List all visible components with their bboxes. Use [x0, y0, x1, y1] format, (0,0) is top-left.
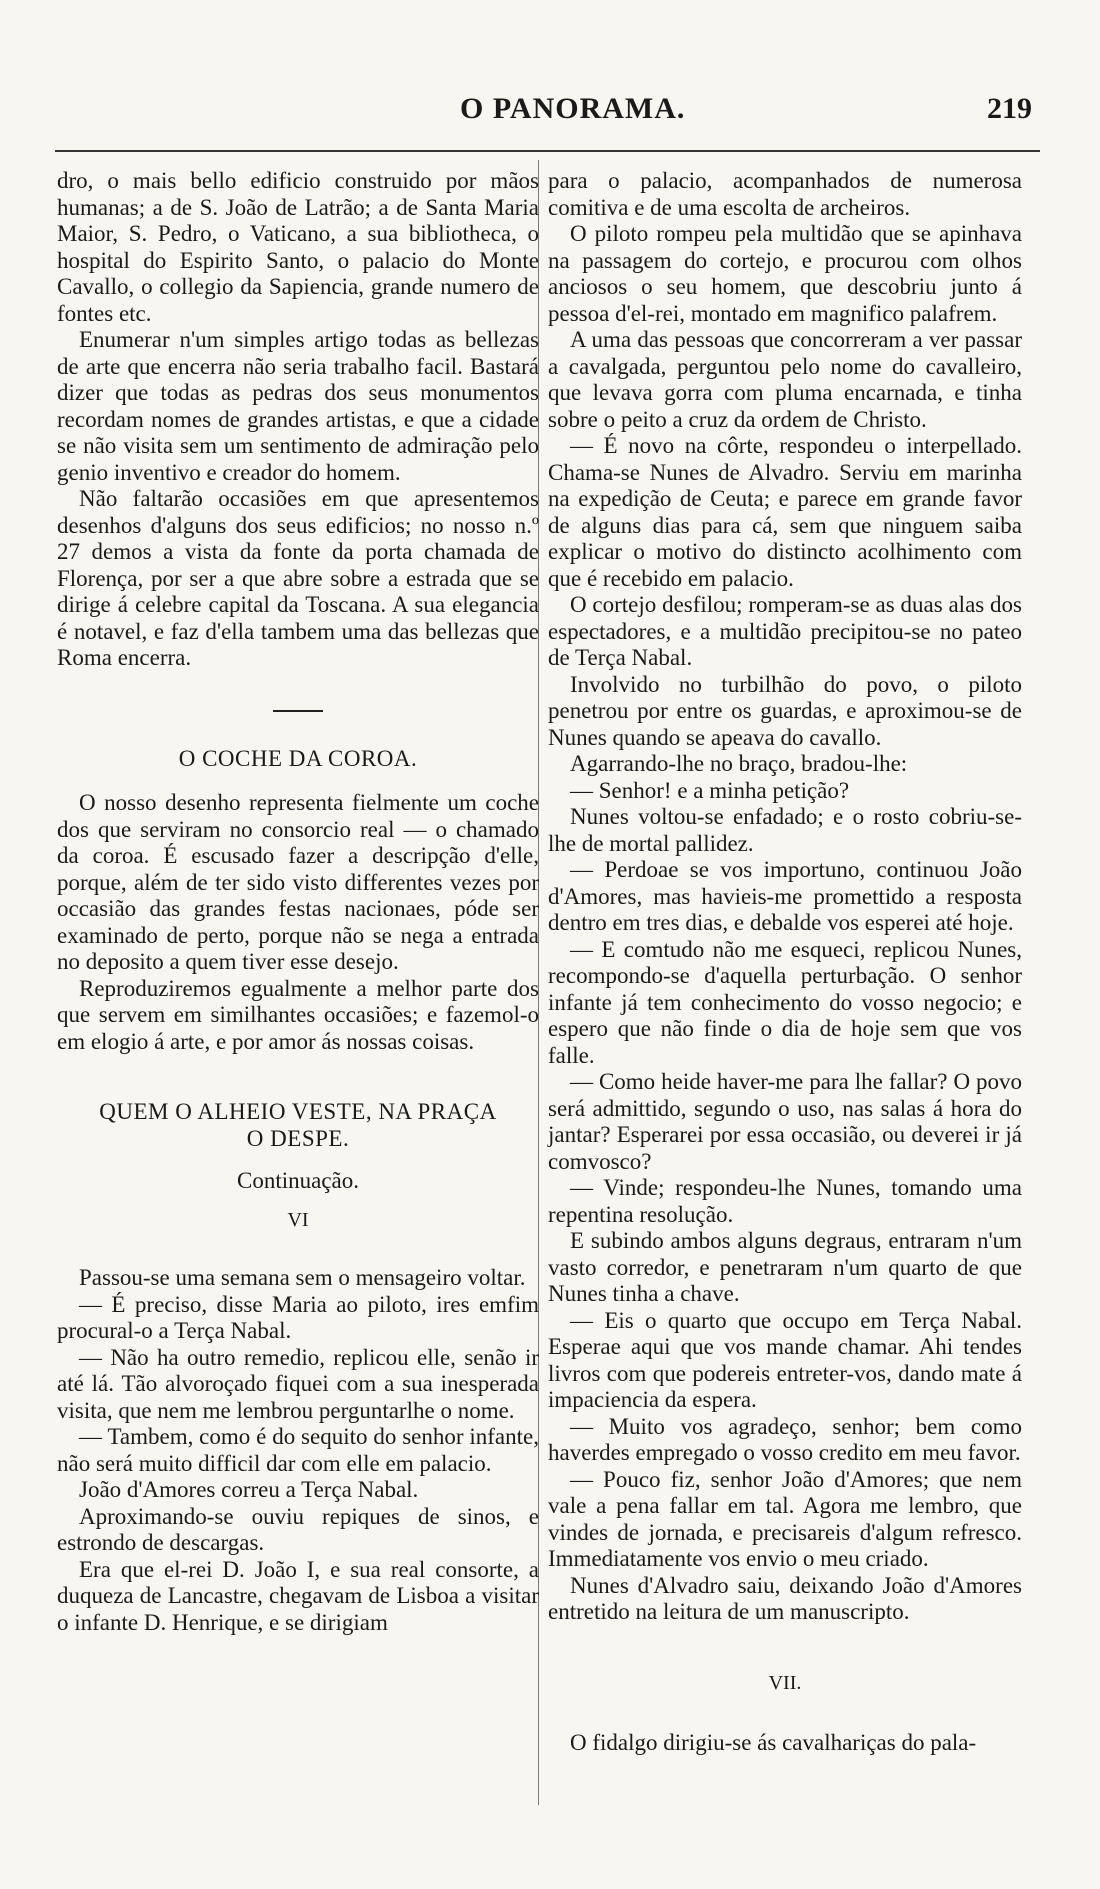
paragraph: O piloto rompeu pela multidão que se apinhava na passagem do cortejo, e procurou com olhos anciosos o seu homem, que descobriu junto á pessoa d'el-rei, montado em magnifico palafrem. — [548, 221, 1022, 326]
paragraph: — E comtudo não me esqueci, replicou Nunes, recompondo-se d'aquella perturbação. O senhor infante já tem conhecimento do vosso negocio; e espero que não finde o dia de hoje sem que vos falle. — [548, 936, 1022, 1068]
header-rule — [55, 150, 1040, 152]
continuation-label: Continuação. — [237, 1168, 359, 1193]
paragraph: E subindo ambos alguns degraus, entraram n'um vasto corredor, e penetraram n'um quarto de que Nunes tinha a chave. — [548, 1228, 1022, 1306]
paragraph: Involvido no turbilhão do povo, o piloto penetrou por entre os guardas, e aproximou-se de Nunes quando se apeava do cavallo. — [548, 671, 1022, 750]
paragraph: Nunes d'Alvadro saiu, deixando João d'Amores entretido na leitura de um manuscripto. — [548, 1572, 1022, 1624]
paragraph: O nosso desenho representa fielmente um coche dos que serviram no consorcio real — o chamado da coroa. É escusado fazer a descripção d'elle, porque, além de ter sido visto differentes vezes por occasião das grandes festas nacionaes, póde ser examinado de perto, porque não se nega a entrada no deposito a quem tiver esse desejo. — [57, 790, 539, 974]
paragraph: Era que el-rei D. João I, e sua real consorte, a duqueza de Lancastre, chegavam de Lisboa a visitar o infante D. Henrique, e se dirigiam — [57, 1556, 539, 1635]
paragraph: — Tambem, como é do sequito do senhor infante, não será muito difficil dar com elle em palacio. — [57, 1424, 539, 1476]
paragraph: João d'Amores correu a Terça Nabal. — [79, 1477, 419, 1502]
paragraph: para o palacio, acompanhados de numerosa comitiva e de uma escolta de archeiros. — [548, 168, 1022, 220]
paragraph: Agarrando-lhe no braço, bradou-lhe: — [570, 751, 908, 776]
paragraph: O cortejo desfilou; romperam-se as duas alas dos espectadores, e a multidão precipitou-se no pateo de Terça Nabal. — [548, 592, 1022, 670]
paragraph: Enumerar n'um simples artigo todas as bellezas de arte que encerra não seria trabalho facil. Bastará dizer que todas as pedras dos seus monumentos recordam nomes de grandes artistas, e que a cidade se não visita sem um sentimento de admiração pelo genio inventivo e creador do homem. — [57, 327, 539, 485]
paragraph: Passou-se uma semana sem o mensageiro voltar. — [79, 1265, 526, 1290]
chapter-number: VII. — [768, 1671, 802, 1694]
paragraph: — Como heide haver-me para lhe fallar? O povo será admittido, segundo o uso, nas salas á hora do jantar? Esperarei por essa occasião, ou deverei ir já comvosco? — [548, 1069, 1022, 1174]
page-number: 219 — [987, 92, 1032, 125]
paragraph: — Eis o quarto que occupo em Terça Nabal. Esperae aqui que vos mande chamar. Ahi tendes livros com que podereis entreter-vos, dando mate á impaciencia da espera. — [548, 1307, 1022, 1412]
story-title — [57, 1099, 539, 1152]
story-title-line: O DESPE. — [246, 1125, 350, 1151]
paragraph: A uma das pessoas que concorreram a ver passar a cavalgada, perguntou pelo nome do cavalleiro, que levava gorra com pluma encarnada, e tinha sobre o peito a cruz da ordem de Christo. — [548, 327, 1022, 432]
paragraph: O fidalgo dirigiu-se ás cavalhariças do pala- — [570, 1730, 977, 1755]
section-title: O COCHE DA COROA. — [178, 745, 418, 771]
left-column — [57, 168, 539, 1636]
paragraph: Reproduziremos egualmente a melhor parte dos que servem em similhantes occasiões; e fazemol-o em elogio á arte, e por amor ás nossas coisas. — [57, 975, 539, 1054]
paragraph: — Senhor! e a minha petição? — [570, 777, 850, 803]
section-separator — [273, 710, 323, 712]
paragraph: — Perdoae se vos importuno, continuou João d'Amores, mas havieis-me promettido a resposta dentro em tres dias, e debalde vos esperei até hoje. — [548, 857, 1022, 935]
paragraph: Nunes voltou-se enfadado; e o rosto cobriu-se-lhe de mortal pallidez. — [548, 804, 1022, 856]
right-column — [548, 168, 1022, 1757]
paragraph: — Muito vos agradeço, senhor; bem como haverdes empregado o vosso credito em meu favor. — [548, 1413, 1022, 1465]
running-head — [0, 92, 1100, 132]
paragraph: — Não ha outro remedio, replicou elle, senão ir até lá. Tão alvoroçado fiquei com a sua inesperada visita, que nem me lembrou perguntarlhe o nome. — [57, 1344, 539, 1423]
paragraph: Não faltarão occasiões em que apresentemos desenhos d'alguns dos seus edificios; no nosso n.º 27 demos a vista da fonte da porta chamada de Florença, por ser a que abre sobre a estrada que se dirige á celebre capital da Toscana. A sua elegancia é notavel, e faz d'ella tambem uma das bellezas que Roma encerra. — [57, 486, 539, 670]
journal-title: O PANORAMA. — [460, 92, 686, 125]
paragraph: dro, o mais bello edificio construido por mãos humanas; a de S. João de Latrão; a de Santa Maria Maior, S. Pedro, o Vaticano, a sua bibliotheca, o hospital do Espirito Santo, o palacio do Monte Cavallo, o collegio da Sapiencia, grande numero de fontes etc. — [57, 168, 539, 326]
chapter-number: VI — [287, 1208, 309, 1231]
paragraph: Aproximando-se ouviu repiques de sinos, e estrondo de descargas. — [57, 1503, 539, 1555]
paragraph: — É preciso, disse Maria ao piloto, ires emfim procural-o a Terça Nabal. — [57, 1291, 539, 1343]
paragraph: — Vinde; respondeu-lhe Nunes, tomando uma repentina resolução. — [548, 1175, 1022, 1227]
paragraph: — É novo na côrte, respondeu o interpellado. Chama-se Nunes de Alvadro. Serviu em marinha na expedição de Ceuta; e parece em grande favor de alguns dias para cá, sem que ninguem saiba explicar o motivo do distincto acolhimento com que é recebido em palacio. — [548, 433, 1022, 591]
paragraph: — Pouco fiz, senhor João d'Amores; que nem vale a pena fallar em tal. Agora me lembro, que vindes de jornada, e precisareis d'algum refresco. Immediatamente vos envio o meu criado. — [548, 1466, 1022, 1571]
story-title-line: QUEM O ALHEIO VESTE, NA PRAÇA — [99, 1099, 497, 1124]
